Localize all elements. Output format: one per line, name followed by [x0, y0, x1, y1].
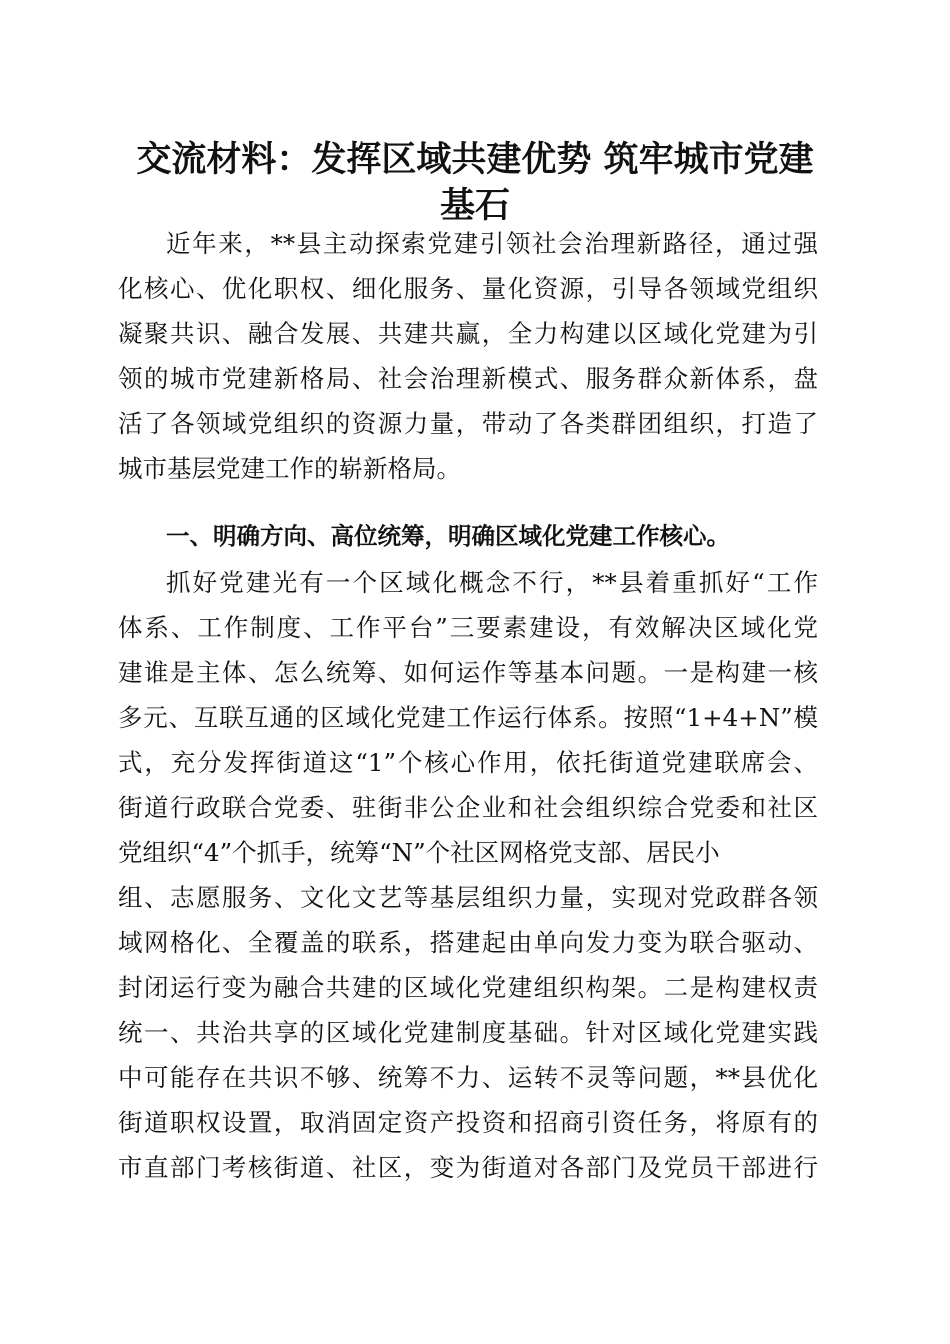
section-heading: 一、明确方向、高位统筹，明确区域化党建工作核心。 — [166, 522, 730, 550]
body-line: 领的城市党建新格局、社会治理新模式、服务群众新体系，盘 — [118, 364, 818, 393]
body-line: 统一、共治共享的区域化党建制度基础。针对区域化党建实践 — [118, 1018, 818, 1047]
document-title-line-2: 基石 — [439, 185, 510, 226]
body-line: 封闭运行变为融合共建的区域化党建组织构架。二是构建权责 — [118, 973, 818, 1002]
body-line: 市直部门考核街道、社区，变为街道对各部门及党员干部进行 — [118, 1153, 818, 1182]
body-line: 近年来，**县主动探索党建引领社会治理新路径，通过强 — [166, 229, 818, 258]
body-line: 域网格化、全覆盖的联系，搭建起由单向发力变为联合驱动、 — [118, 928, 818, 957]
body-line: 抓好党建光有一个区域化概念不行，**县着重抓好“工作 — [166, 568, 818, 597]
body-line: 凝聚共识、融合发展、共建共赢，全力构建以区域化党建为引 — [118, 319, 818, 348]
body-line: 街道职权设置，取消固定资产投资和招商引资任务，将原有的 — [118, 1108, 818, 1137]
body-line: 多元、互联互通的区域化党建工作运行体系。按照“1+4+N”模 — [118, 703, 818, 732]
body-line: 党组织“4”个抓手，统筹“N”个社区网格党支部、居民小 — [118, 838, 720, 867]
body-line: 街道行政联合党委、驻街非公企业和社会组织综合党委和社区 — [118, 793, 818, 822]
body-line: 化核心、优化职权、细化服务、量化资源，引导各领域党组织 — [118, 274, 818, 303]
body-line: 中可能存在共识不够、统筹不力、运转不灵等问题，**县优化 — [118, 1063, 818, 1092]
body-line: 体系、工作制度、工作平台”三要素建设，有效解决区域化党 — [118, 613, 818, 642]
body-line: 建谁是主体、怎么统筹、如何运作等基本问题。一是构建一核 — [118, 658, 818, 687]
body-line: 活了各领域党组织的资源力量，带动了各类群团组织，打造了 — [118, 409, 818, 438]
body-line: 式，充分发挥街道这“1”个核心作用，依托街道党建联席会、 — [118, 748, 818, 777]
document-title-line-1: 交流材料：发挥区域共建优势 筑牢城市党建 — [136, 139, 814, 180]
body-line: 组、志愿服务、文化文艺等基层组织力量，实现对党政群各领 — [118, 883, 818, 912]
body-line: 城市基层党建工作的崭新格局。 — [118, 454, 461, 483]
